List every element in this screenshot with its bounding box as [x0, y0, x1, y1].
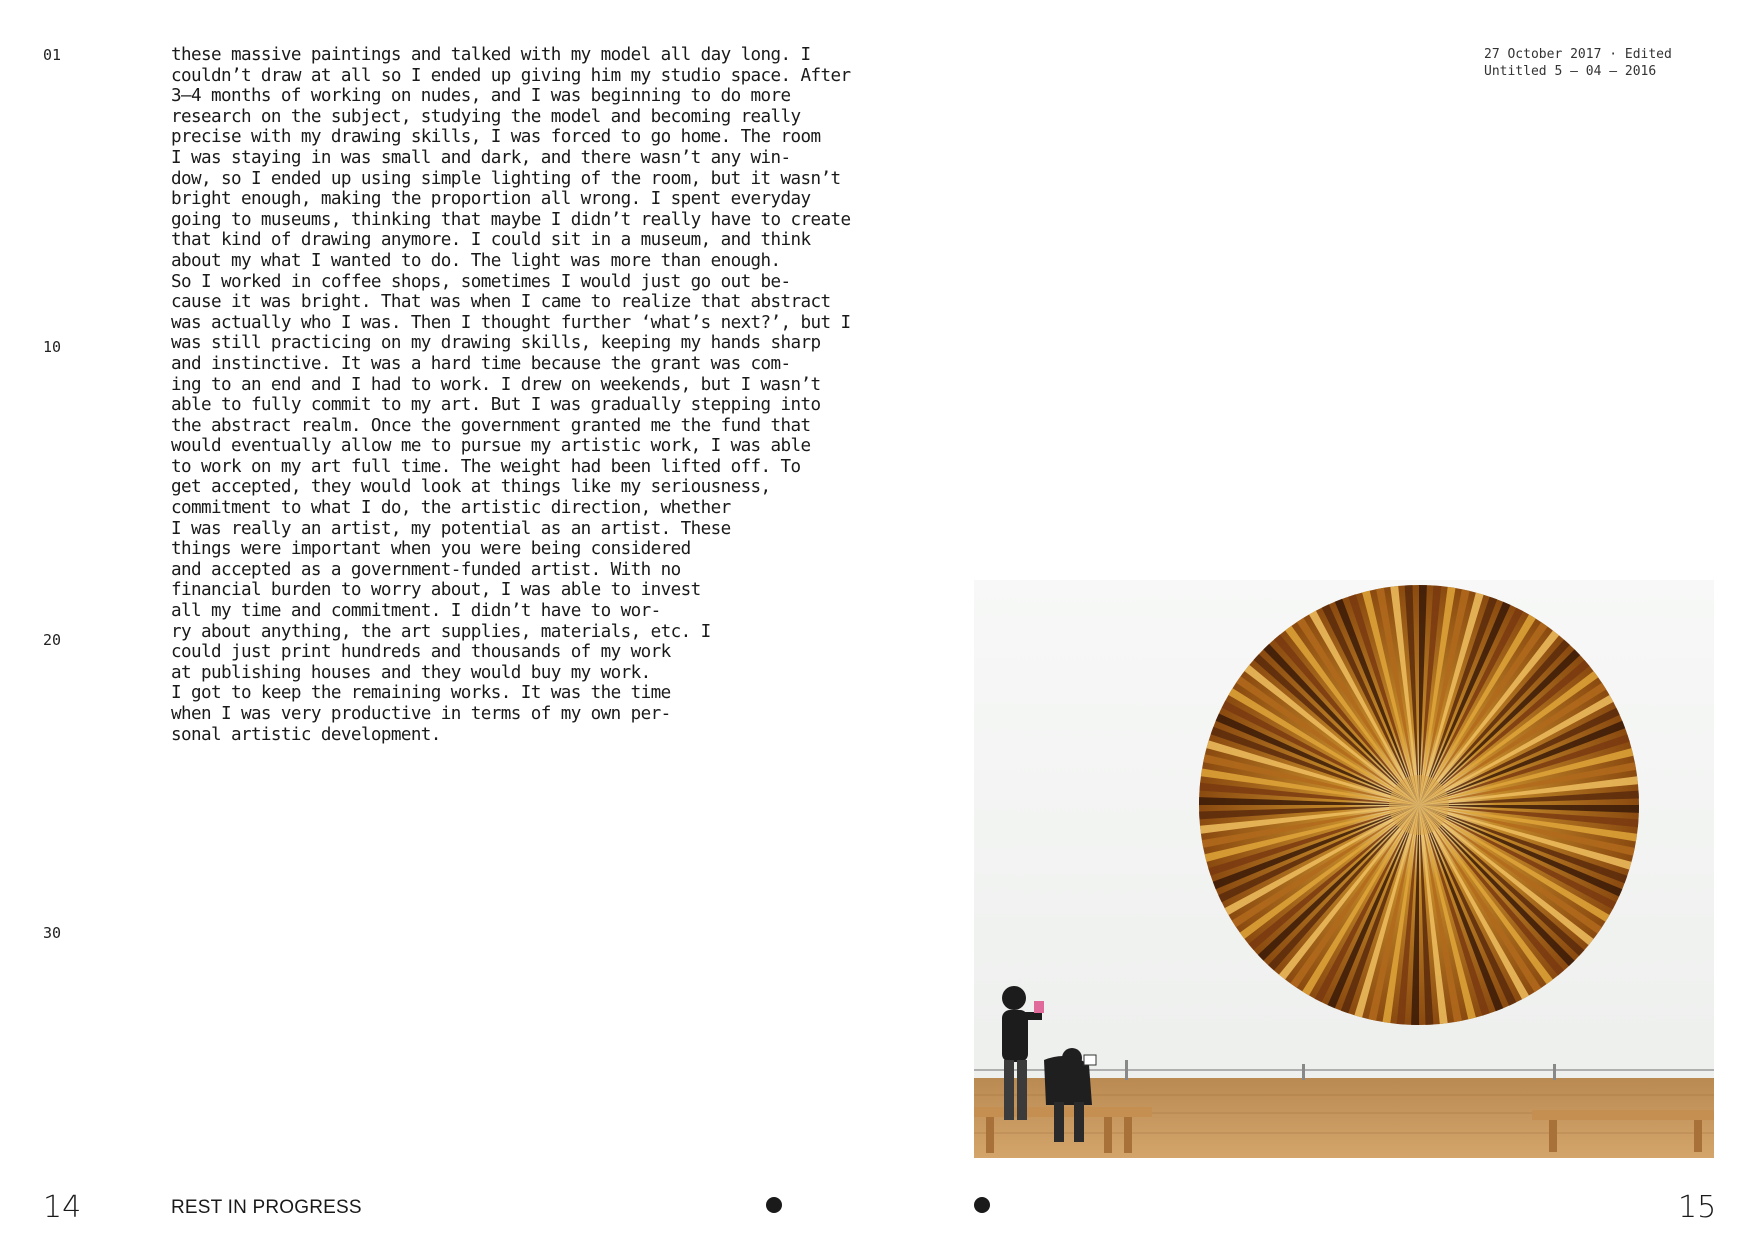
body-line: commitment to what I do, the artistic direction, whether [171, 498, 731, 519]
bullet-dot-left [766, 1197, 782, 1213]
body-line: about my what I wanted to do. The light was more than enough. [171, 250, 781, 271]
body-line: couldn’t draw at all so I ended up giving him my studio space. After [171, 65, 851, 86]
body-line: these massive paintings and talked with my model all day long. I [171, 45, 811, 65]
body-line: when I was very productive in terms of my own per- [171, 704, 671, 724]
running-title: REST IN PROGRESS [171, 1197, 362, 1218]
bullet-dot-right [974, 1197, 990, 1213]
gallery-photograph [974, 580, 1714, 1158]
caption-date: 27 October 2017 · Edited [1484, 47, 1672, 62]
caption-title: Untitled 5 – 04 – 2016 [1484, 64, 1657, 79]
body-line: was still practicing on my drawing skills, keeping my hands sharp [171, 333, 821, 354]
body-line: get accepted, they would look at things like my seriousness, [171, 477, 771, 498]
body-line: precise with my drawing skills, I was forced to go home. The room [171, 127, 821, 148]
body-line: could just print hundreds and thousands of my work [171, 642, 671, 663]
line-number-01: 01 [43, 46, 62, 64]
body-line: bright enough, making the proportion all wrong. I spent everyday [171, 189, 811, 210]
body-line: would eventually allow me to pursue my artistic work, I was able [171, 436, 811, 457]
body-line: able to fully commit to my art. But I was gradually stepping into [171, 395, 821, 416]
page-number-left: 14 [43, 1190, 82, 1225]
body-line: So I worked in coffee shops, sometimes I would just go out be- [171, 271, 791, 292]
body-line: I was really an artist, my potential as an artist. These [171, 518, 731, 539]
line-number-30: 30 [43, 924, 62, 942]
page-number-right: 15 [1678, 1190, 1717, 1225]
body-line: dow, so I ended up using simple lighting of the room, but it wasn’t [171, 168, 841, 189]
body-line: going to museums, thinking that maybe I didn’t really have to create [171, 209, 851, 230]
body-line: 3–4 months of working on nudes, and I was beginning to do more [171, 86, 791, 107]
image-caption [1484, 46, 1672, 80]
body-line: I was staying in was small and dark, and there wasn’t any win- [171, 147, 791, 168]
body-line: that kind of drawing anymore. I could sit in a museum, and think [171, 230, 811, 251]
body-line: and accepted as a government-funded artist. With no [171, 559, 681, 580]
body-line: sonal artistic development. [171, 724, 441, 745]
body-line: was actually who I was. Then I thought further ‘what’s next?’, but I [171, 312, 851, 333]
body-line: research on the subject, studying the model and becoming really [171, 106, 801, 127]
body-line: ing to an end and I had to work. I drew on weekends, but I wasn’t [171, 374, 821, 395]
body-line: financial burden to worry about, I was able to invest [171, 580, 701, 601]
body-line: things were important when you were being considered [171, 539, 691, 560]
body-line: ry about anything, the art supplies, materials, etc. I [171, 621, 711, 642]
body-line: cause it was bright. That was when I came to realize that abstract [171, 292, 831, 313]
body-line: to work on my art full time. The weight had been lifted off. To [171, 456, 801, 477]
body-text [171, 45, 850, 745]
radial-painting [1199, 585, 1639, 1025]
body-line: all my time and commitment. I didn’t have to wor- [171, 601, 661, 622]
body-line: and instinctive. It was a hard time because the grant was com- [171, 353, 791, 374]
body-line: I got to keep the remaining works. It was the time [171, 683, 671, 704]
body-line: the abstract realm. Once the government granted me the fund that [171, 415, 811, 436]
line-number-20: 20 [43, 631, 62, 649]
line-number-10: 10 [43, 338, 62, 356]
body-line: at publishing houses and they would buy my work. [171, 662, 651, 683]
